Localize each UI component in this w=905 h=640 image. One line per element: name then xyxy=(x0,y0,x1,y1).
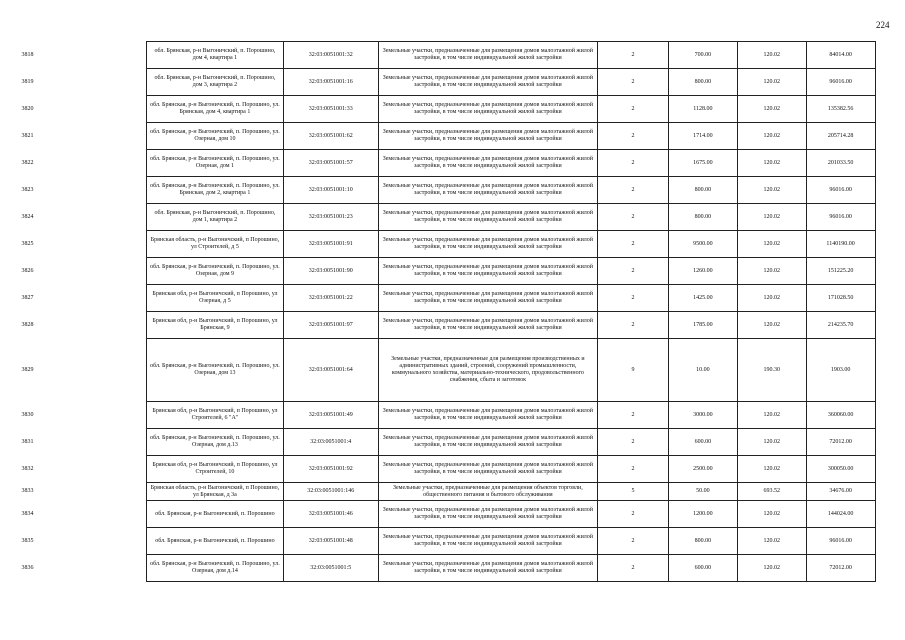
table-row xyxy=(0,528,905,555)
area-cell: 50.00 xyxy=(668,483,737,501)
row-number-cell: 3825 xyxy=(21,240,34,247)
land-use-cell: Земельные участки, предназначенные для размещения объектов торговли, общественного питания и бытового обслуживания xyxy=(378,483,597,501)
cadastral-value-cell: 96016.00 xyxy=(806,528,875,555)
cadastral-value-cell: 205714.28 xyxy=(806,123,875,150)
edge-cell xyxy=(875,528,905,555)
cadastral-value-cell: 144024.00 xyxy=(806,501,875,528)
edge-cell xyxy=(875,204,905,231)
group-cell: 2 xyxy=(598,177,669,204)
cadastral-number-cell: 32:03:0051001:16 xyxy=(283,69,378,96)
cadastral-value-cell: 72012.00 xyxy=(806,429,875,456)
row-number-cell: 3834 xyxy=(21,510,34,517)
table-row xyxy=(0,177,905,204)
address-cell: Брянская обл, р-н Выгоничский, п Порошино, ул Строителей, 6 "А" xyxy=(147,402,284,429)
specific-value-cell: 120.02 xyxy=(737,204,806,231)
table-row xyxy=(0,258,905,285)
land-use-cell: Земельные участки, предназначенные для размещения домов малоэтажной жилой застройки, в том числе индивидуальной жилой застройки xyxy=(378,456,597,483)
address-cell: обл. Брянская, р-н Выгоничский, п. Порошино, ул. Озерная, дом 9 xyxy=(147,258,284,285)
cadastral-number-cell: 32:03:0051001:23 xyxy=(283,204,378,231)
area-cell: 600.00 xyxy=(668,555,737,582)
spacer-cell xyxy=(55,42,147,69)
group-cell: 5 xyxy=(598,483,669,501)
land-use-cell: Земельные участки, предназначенные для размещения домов малоэтажной жилой застройки, в том числе индивидуальной жилой застройки xyxy=(378,42,597,69)
address-cell: обл. Брянская, р-н Выгоничский, п. Порошино, ул. Озерная, дом 10 xyxy=(147,123,284,150)
table-row xyxy=(0,231,905,258)
cadastral-value-cell: 1140190.00 xyxy=(806,231,875,258)
table-row xyxy=(0,96,905,123)
group-cell: 2 xyxy=(598,429,669,456)
group-cell: 2 xyxy=(598,528,669,555)
group-cell: 2 xyxy=(598,258,669,285)
area-cell: 1425.00 xyxy=(668,285,737,312)
area-cell: 700.00 xyxy=(668,42,737,69)
edge-cell xyxy=(875,501,905,528)
land-use-cell: Земельные участки, предназначенные для размещения домов малоэтажной жилой застройки, в том числе индивидуальной жилой застройки xyxy=(378,429,597,456)
area-cell: 2500.00 xyxy=(668,456,737,483)
cadastral-number-cell: 32:03:0051001:49 xyxy=(283,402,378,429)
spacer-cell xyxy=(55,402,147,429)
spacer-cell xyxy=(55,150,147,177)
cadastral-number-cell: 32:03:0051001:5 xyxy=(283,555,378,582)
area-cell: 800.00 xyxy=(668,528,737,555)
group-cell: 2 xyxy=(598,69,669,96)
spacer-cell xyxy=(55,96,147,123)
cadastral-value-cell: 96016.00 xyxy=(806,177,875,204)
cadastral-value-cell: 201033.50 xyxy=(806,150,875,177)
table-row xyxy=(0,312,905,339)
area-cell: 10.00 xyxy=(668,339,737,402)
area-cell: 800.00 xyxy=(668,204,737,231)
spacer-cell xyxy=(55,258,147,285)
group-cell: 9 xyxy=(598,339,669,402)
cadastral-value-cell: 72012.00 xyxy=(806,555,875,582)
land-use-cell: Земельные участки, предназначенные для размещения домов малоэтажной жилой застройки, в том числе индивидуальной жилой застройки xyxy=(378,501,597,528)
edge-cell xyxy=(875,429,905,456)
land-use-cell: Земельные участки, предназначенные для размещения домов малоэтажной жилой застройки, в том числе индивидуальной жилой застройки xyxy=(378,123,597,150)
land-use-cell: Земельные участки, предназначенные для размещения домов малоэтажной жилой застройки, в том числе индивидуальной жилой застройки xyxy=(378,231,597,258)
group-cell: 2 xyxy=(598,456,669,483)
address-cell: обл. Брянская, р-н Выгоничский, п. Порошино, дом 3, квартира 2 xyxy=(147,69,284,96)
specific-value-cell: 120.02 xyxy=(737,123,806,150)
row-number-cell: 3828 xyxy=(21,321,34,328)
edge-cell xyxy=(875,555,905,582)
table-row xyxy=(0,339,905,402)
specific-value-cell: 120.02 xyxy=(737,96,806,123)
spacer-cell xyxy=(55,177,147,204)
row-number-cell: 3833 xyxy=(21,488,34,494)
row-number-cell: 3831 xyxy=(21,438,34,445)
edge-cell xyxy=(875,96,905,123)
table-row xyxy=(0,501,905,528)
cadastral-number-cell: 32:03:0051001:57 xyxy=(283,150,378,177)
cadastral-number-cell: 32:03:0051001:64 xyxy=(283,339,378,402)
cadastral-value-cell: 214235.70 xyxy=(806,312,875,339)
specific-value-cell: 120.02 xyxy=(737,528,806,555)
cadastral-number-cell: 32:03:0051001:10 xyxy=(283,177,378,204)
cadastral-number-cell: 32:03:0051001:97 xyxy=(283,312,378,339)
row-number-cell: 3820 xyxy=(21,105,34,112)
spacer-cell xyxy=(55,204,147,231)
land-use-cell: Земельные участки, предназначенные для размещения домов малоэтажной жилой застройки, в том числе индивидуальной жилой застройки xyxy=(378,528,597,555)
table-row xyxy=(0,456,905,483)
table-row xyxy=(0,69,905,96)
page-number: 224 xyxy=(876,20,890,30)
cadastral-number-cell: 32:03:0051001:22 xyxy=(283,285,378,312)
cadastral-value-cell: 151225.20 xyxy=(806,258,875,285)
cadastral-number-cell: 32:03:0051001:90 xyxy=(283,258,378,285)
table-row xyxy=(0,42,905,69)
specific-value-cell: 120.02 xyxy=(737,501,806,528)
cadastral-number-cell: 32:03:0051001:32 xyxy=(283,42,378,69)
edge-cell xyxy=(875,285,905,312)
row-number-cell: 3832 xyxy=(21,465,34,472)
edge-cell xyxy=(875,258,905,285)
group-cell: 2 xyxy=(598,150,669,177)
row-number-cell: 3826 xyxy=(21,267,34,274)
cadastral-number-cell: 32:03:0051001:92 xyxy=(283,456,378,483)
group-cell: 2 xyxy=(598,123,669,150)
edge-cell xyxy=(875,339,905,402)
edge-cell xyxy=(875,483,905,501)
cadastral-value-cell: 34676.00 xyxy=(806,483,875,501)
spacer-cell xyxy=(55,123,147,150)
specific-value-cell: 120.02 xyxy=(737,42,806,69)
area-cell: 1785.00 xyxy=(668,312,737,339)
address-cell: обл. Брянская, р-н Выгоничский, п. Порошино xyxy=(147,501,284,528)
table-row xyxy=(0,402,905,429)
table-row xyxy=(0,429,905,456)
area-cell: 9500.00 xyxy=(668,231,737,258)
spacer-cell xyxy=(55,339,147,402)
area-cell: 1675.00 xyxy=(668,150,737,177)
address-cell: Брянская обл, р-н Выгоничский, п Порошино, ул Строителей, 10 xyxy=(147,456,284,483)
address-cell: Брянская область, р-н Выгоничский, п Порошино, ул Брянская, д 3а xyxy=(147,483,284,501)
area-cell: 1200.00 xyxy=(668,501,737,528)
address-cell: обл. Брянская, р-н Выгоничский, п. Порошино, дом 1, квартира 2 xyxy=(147,204,284,231)
edge-cell xyxy=(875,312,905,339)
edge-cell xyxy=(875,402,905,429)
row-number-cell: 3823 xyxy=(21,186,34,193)
row-number-cell: 3836 xyxy=(21,564,34,571)
address-cell: обл. Брянская, р-н Выгоничский, п. Порошино, ул. Озерная, дом 1 xyxy=(147,150,284,177)
address-cell: обл. Брянская, р-н Выгоничский, п. Порошино, ул. Брянская, дом 2, квартира 1 xyxy=(147,177,284,204)
specific-value-cell: 120.02 xyxy=(737,429,806,456)
row-number-cell: 3835 xyxy=(21,537,34,544)
cadastral-value-cell: 96016.00 xyxy=(806,204,875,231)
table-row xyxy=(0,555,905,582)
row-number-cell: 3830 xyxy=(21,411,34,418)
area-cell: 1260.00 xyxy=(668,258,737,285)
land-use-cell: Земельные участки, предназначенные для размещения производственных и административных зданий, строений, сооружений промышленности, коммунального хозяйства, материально-технического, продовольственного снабжения, сбыта и заготовок xyxy=(378,339,597,402)
edge-cell xyxy=(875,177,905,204)
cadastral-number-cell: 32:03:0051001:4 xyxy=(283,429,378,456)
table-row xyxy=(0,150,905,177)
group-cell: 2 xyxy=(598,231,669,258)
address-cell: обл. Брянская, р-н Выгоничский, п. Порошино, ул. Брянская, дом 4, квартира 1 xyxy=(147,96,284,123)
spacer-cell xyxy=(55,555,147,582)
cadastral-number-cell: 32:03:0051001:146 xyxy=(283,483,378,501)
cadastral-value-table xyxy=(0,41,905,582)
cadastral-value-cell: 360060.00 xyxy=(806,402,875,429)
address-cell: Брянская область, р-н Выгоничский, п Порошино, ул Строителей, д 5 xyxy=(147,231,284,258)
specific-value-cell: 120.02 xyxy=(737,456,806,483)
land-use-cell: Земельные участки, предназначенные для размещения домов малоэтажной жилой застройки, в том числе индивидуальной жилой застройки xyxy=(378,69,597,96)
spacer-cell xyxy=(55,528,147,555)
area-cell: 3000.00 xyxy=(668,402,737,429)
row-number-cell: 3822 xyxy=(21,159,34,166)
area-cell: 1714.00 xyxy=(668,123,737,150)
edge-cell xyxy=(875,231,905,258)
group-cell: 2 xyxy=(598,312,669,339)
area-cell: 800.00 xyxy=(668,177,737,204)
row-number-cell: 3818 xyxy=(21,51,34,58)
spacer-cell xyxy=(55,312,147,339)
edge-cell xyxy=(875,456,905,483)
row-number-cell: 3827 xyxy=(21,294,34,301)
land-use-cell: Земельные участки, предназначенные для размещения домов малоэтажной жилой застройки, в том числе индивидуальной жилой застройки xyxy=(378,312,597,339)
cadastral-value-cell: 96016.00 xyxy=(806,69,875,96)
cadastral-value-cell: 300050.00 xyxy=(806,456,875,483)
address-cell: обл. Брянская, р-н Выгоничский, п. Порошино, ул. Озерная, дом д.14 xyxy=(147,555,284,582)
cadastral-number-cell: 32:03:0051001:48 xyxy=(283,528,378,555)
specific-value-cell: 120.02 xyxy=(737,312,806,339)
spacer-cell xyxy=(55,69,147,96)
area-cell: 600.00 xyxy=(668,429,737,456)
land-use-cell: Земельные участки, предназначенные для размещения домов малоэтажной жилой застройки, в том числе индивидуальной жилой застройки xyxy=(378,96,597,123)
table-row xyxy=(0,483,905,501)
address-cell: Брянская обл, р-н Выгоничский, п Порошино, ул Брянская, 9 xyxy=(147,312,284,339)
table-row xyxy=(0,123,905,150)
land-use-cell: Земельные участки, предназначенные для размещения домов малоэтажной жилой застройки, в том числе индивидуальной жилой застройки xyxy=(378,555,597,582)
specific-value-cell: 693.52 xyxy=(737,483,806,501)
spacer-cell xyxy=(55,429,147,456)
land-use-cell: Земельные участки, предназначенные для размещения домов малоэтажной жилой застройки, в том числе индивидуальной жилой застройки xyxy=(378,177,597,204)
specific-value-cell: 120.02 xyxy=(737,555,806,582)
cadastral-value-cell: 1903.00 xyxy=(806,339,875,402)
row-number-cell: 3829 xyxy=(21,366,34,373)
land-use-cell: Земельные участки, предназначенные для размещения домов малоэтажной жилой застройки, в том числе индивидуальной жилой застройки xyxy=(378,402,597,429)
group-cell: 2 xyxy=(598,204,669,231)
land-use-cell: Земельные участки, предназначенные для размещения домов малоэтажной жилой застройки, в том числе индивидуальной жилой застройки xyxy=(378,204,597,231)
cadastral-value-cell: 171028.50 xyxy=(806,285,875,312)
group-cell: 2 xyxy=(598,555,669,582)
group-cell: 2 xyxy=(598,96,669,123)
cadastral-value-cell: 135382.56 xyxy=(806,96,875,123)
table-row xyxy=(0,204,905,231)
area-cell: 1128.00 xyxy=(668,96,737,123)
specific-value-cell: 120.02 xyxy=(737,150,806,177)
address-cell: обл. Брянская, р-н Выгоничский, п. Порошино, ул. Озерная, дом д.13 xyxy=(147,429,284,456)
land-use-cell: Земельные участки, предназначенные для размещения домов малоэтажной жилой застройки, в том числе индивидуальной жилой застройки xyxy=(378,285,597,312)
specific-value-cell: 120.02 xyxy=(737,177,806,204)
spacer-cell xyxy=(55,456,147,483)
cadastral-number-cell: 32:03:0051001:33 xyxy=(283,96,378,123)
area-cell: 800.00 xyxy=(668,69,737,96)
edge-cell xyxy=(875,69,905,96)
cadastral-number-cell: 32:03:0051001:46 xyxy=(283,501,378,528)
table-row xyxy=(0,285,905,312)
group-cell: 2 xyxy=(598,402,669,429)
row-number-cell: 3824 xyxy=(21,213,34,220)
edge-cell xyxy=(875,42,905,69)
spacer-cell xyxy=(55,285,147,312)
group-cell: 2 xyxy=(598,42,669,69)
cadastral-number-cell: 32:03:0051001:91 xyxy=(283,231,378,258)
cadastral-number-cell: 32:03:0051001:62 xyxy=(283,123,378,150)
specific-value-cell: 120.02 xyxy=(737,258,806,285)
row-number-cell: 3821 xyxy=(21,132,34,139)
spacer-cell xyxy=(55,483,147,501)
land-use-cell: Земельные участки, предназначенные для размещения домов малоэтажной жилой застройки, в том числе индивидуальной жилой застройки xyxy=(378,258,597,285)
specific-value-cell: 120.02 xyxy=(737,285,806,312)
land-use-cell: Земельные участки, предназначенные для размещения домов малоэтажной жилой застройки, в том числе индивидуальной жилой застройки xyxy=(378,150,597,177)
edge-cell xyxy=(875,123,905,150)
specific-value-cell: 190.30 xyxy=(737,339,806,402)
specific-value-cell: 120.02 xyxy=(737,231,806,258)
address-cell: обл. Брянская, р-н Выгоничский, п. Порошино xyxy=(147,528,284,555)
address-cell: Брянская обл, р-н Выгоничский, п Порошино, ул Озерная, д 5 xyxy=(147,285,284,312)
group-cell: 2 xyxy=(598,501,669,528)
address-cell: обл. Брянская, р-н Выгоничский, п. Порошино, дом 4, квартира 1 xyxy=(147,42,284,69)
spacer-cell xyxy=(55,231,147,258)
cadastral-value-cell: 84014.00 xyxy=(806,42,875,69)
spacer-cell xyxy=(55,501,147,528)
edge-cell xyxy=(875,150,905,177)
specific-value-cell: 120.02 xyxy=(737,69,806,96)
address-cell: обл. Брянская, р-н Выгоничский, п. Порошино, ул. Озерная, дом 13 xyxy=(147,339,284,402)
group-cell: 2 xyxy=(598,285,669,312)
specific-value-cell: 120.02 xyxy=(737,402,806,429)
row-number-cell: 3819 xyxy=(21,78,34,85)
